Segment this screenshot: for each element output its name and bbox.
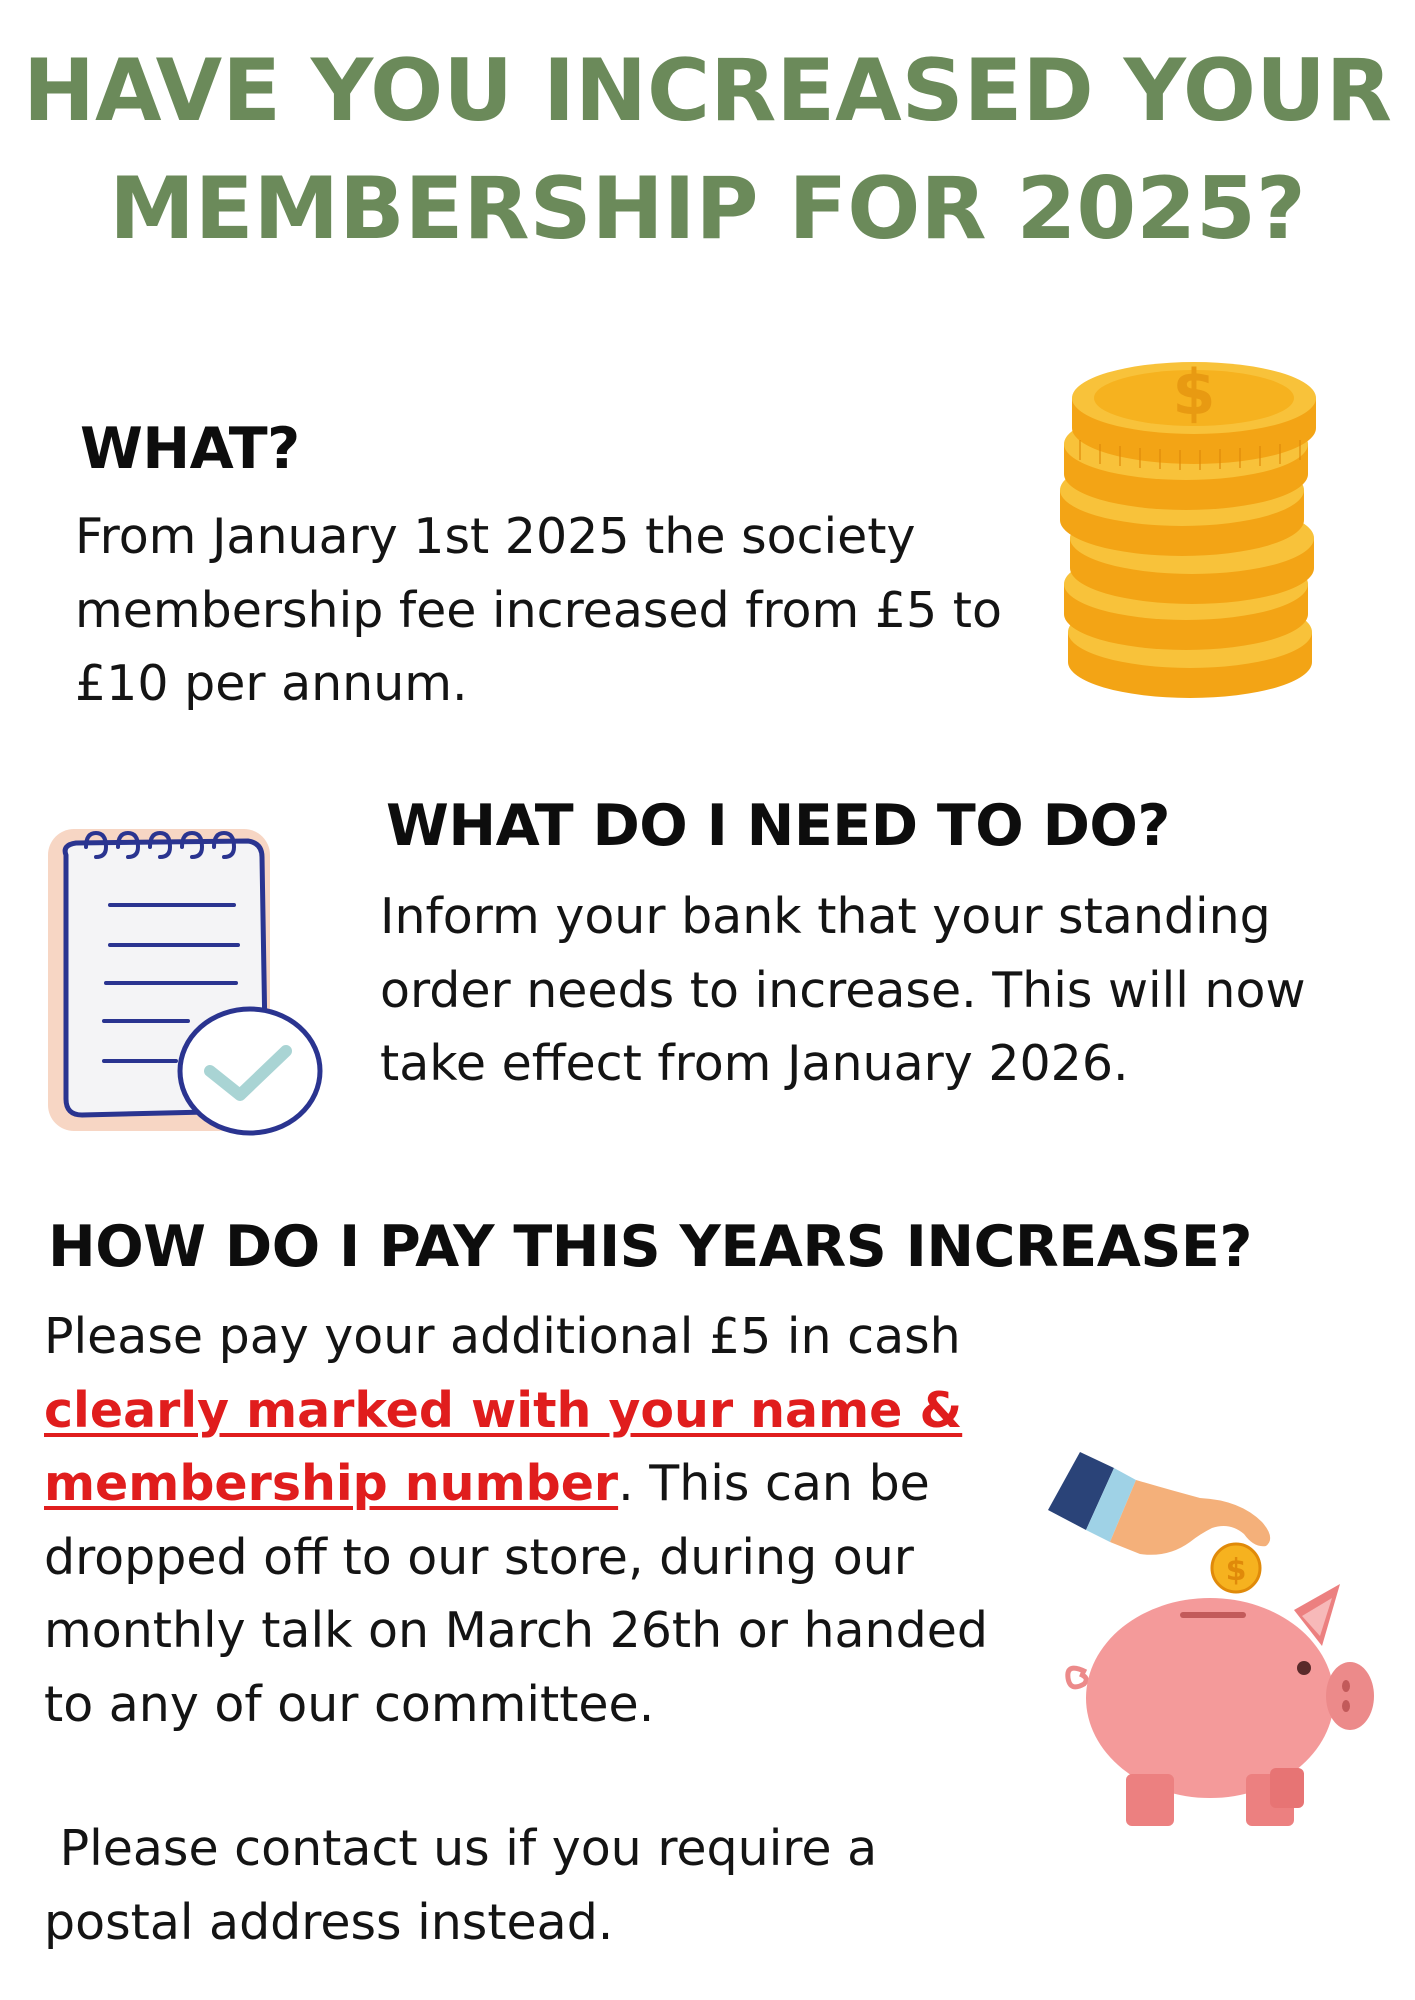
piggy-bank-icon (1040, 1450, 1390, 1840)
coin-stack-icon (1040, 360, 1340, 710)
svg-text:$: $ (1225, 1553, 1247, 1588)
todo-heading: WHAT DO I NEED TO DO? (386, 793, 1170, 859)
contact-line-1: Please contact us if you require a (44, 1820, 878, 1877)
todo-line-1: Inform your bank that your standing (380, 888, 1271, 945)
pay-paragraph (44, 1300, 988, 1741)
pay-line-5: monthly talk on March 26th or handed (44, 1602, 988, 1659)
title-line-1: HAVE YOU INCREASED YOUR (22, 41, 1393, 141)
highlight-name-membership: clearly marked with your name & (44, 1381, 963, 1439)
pay-line-4: dropped off to our store, during our (44, 1528, 914, 1586)
what-line-1: From January 1st 2025 the society (75, 508, 916, 565)
contact-line-2: postal address instead. (44, 1893, 614, 1951)
pay-line-1: Please pay your additional £5 in cash (44, 1308, 961, 1365)
svg-text:$: $ (1172, 360, 1216, 429)
page-title (0, 32, 1415, 268)
title-line-2: MEMBERSHIP FOR 2025? (109, 159, 1306, 259)
contact-paragraph (44, 1812, 877, 1959)
what-heading: WHAT? (80, 416, 300, 482)
pay-line-3-rest: . This can be (618, 1455, 930, 1512)
todo-line-3: take effect from January 2026. (380, 1035, 1129, 1092)
todo-paragraph (380, 880, 1306, 1101)
todo-line-2: order needs to increase. This will now (380, 961, 1306, 1019)
notepad-checklist-icon (48, 825, 328, 1145)
what-line-2: membership fee increased from £5 to (75, 581, 1002, 639)
pay-line-6: to any of our committee. (44, 1675, 655, 1733)
what-line-3: £10 per annum. (75, 655, 468, 712)
pay-heading: HOW DO I PAY THIS YEARS INCREASE? (48, 1214, 1252, 1280)
what-paragraph (75, 500, 1002, 721)
highlight-membership-number: membership number (44, 1455, 619, 1512)
